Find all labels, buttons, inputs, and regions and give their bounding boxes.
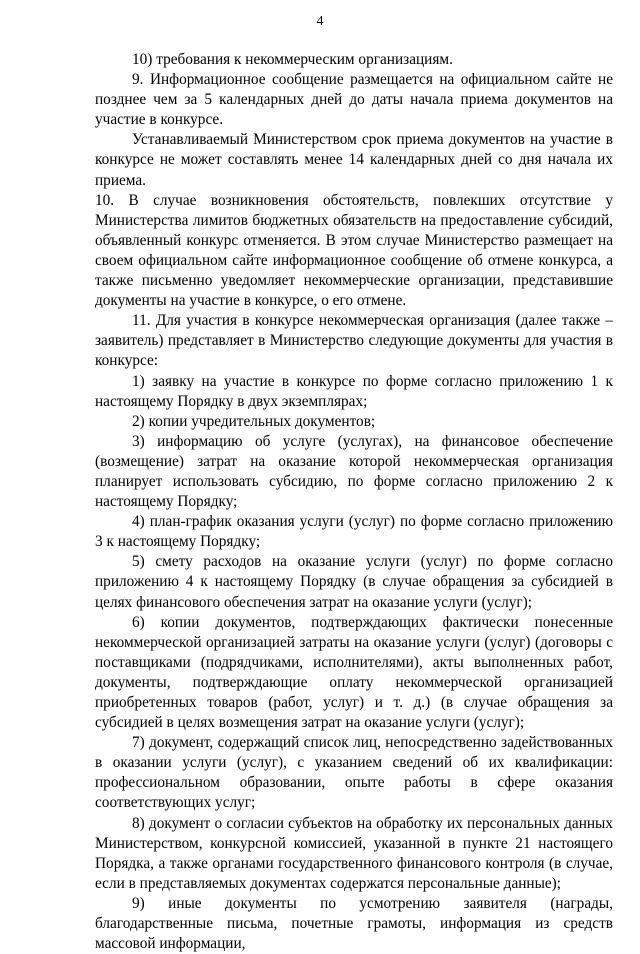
paragraph-11: 11. Для участия в конкурсе некоммерческая организация (далее также – заявитель) представляет в Министерство следующие документы для участия в конкурсе: [95, 312, 613, 370]
list-item-1: 1) заявку на участие в конкурсе по форме согласно приложению 1 к настоящему Порядку в двух экземплярах; [95, 372, 613, 410]
list-item-6: 6) копии документов, подтверждающих фактически понесенные некоммерческой организацией затраты на оказание услуги (услуг) (договоры с поставщиками (подрядчиками, исполнителями), акты выполненных работ, документы, подтверждающие оплату некоммерческой организацией приобретенных товаров (работ, услуг) и т. д.) (в случае обращения за субсидией в целях возмещения затрат на оказание услуги (услуг); [95, 613, 613, 732]
list-item-4: 4) план-график оказания услуги (услуг) по форме согласно приложению 3 к настоящему Порядку; [95, 513, 613, 551]
paragraph-10: 10. В случае возникновения обстоятельств, повлекших отсутствие у Министерства лимитов бюджетных обязательств на предоставление субсидий, объявленный конкурс отменяется. В этом случае Министерство размещает на своем официальном сайте информационное сообщение об отмене конкурса, а также письменно уведомляет некоммерческие организации, представившие документы на участие в конкурсе, о его отмене. [95, 191, 613, 310]
list-item-9: 9) иные документы по усмотрению заявителя (награды, благодарственные письма, почетные грамоты, информация из средств массовой информации, [95, 894, 613, 953]
paragraph-9: 9. Информационное сообщение размещается на официальном сайте не позднее чем за 5 календарных дней до даты начала приема документов на участие в конкурсе. [95, 71, 613, 129]
document-body [95, 50, 613, 954]
list-item-7: 7) документ, содержащий список лиц, непосредственно задействованных в оказании услуги (услуг), с указанием сведений об их квалификации: профессиональном образовании, опыте работы в сфере оказания соответствующих услуг; [95, 734, 613, 812]
list-item-8: 8) документ о согласии субъектов на обработку их персональных данных Министерством, конкурсной комиссией, указанной в пункте 21 настоящего Порядка, а также органами государственного финансового контроля (в случае, если в представляемых документах содержатся персональные данные); [95, 814, 613, 892]
list-item-3: 3) информацию об услуге (услугах), на финансовое обеспечение (возмещение) затрат на оказание которой некоммерческая организация планирует использовать субсидию, по форме согласно приложению 2 к настоящему Порядку; [95, 432, 613, 511]
list-item-2: 2) копии учредительных документов; [132, 412, 376, 430]
list-item-5: 5) смету расходов на оказание услуги (услуг) по форме согласно приложению 4 к настоящему Порядку (в случае обращения за субсидией в целях финансового обеспечения затрат на оказание услуги (услуг); [95, 553, 613, 611]
page-number: 4 [316, 14, 324, 29]
paragraph-9-term: Устанавливаемый Министерством срок приема документов на участие в конкурсе не может составлять менее 14 календарных дней со дня начала их приема. [95, 131, 613, 189]
paragraph-10-requirements: 10) требования к некоммерческим организациям. [132, 51, 453, 68]
